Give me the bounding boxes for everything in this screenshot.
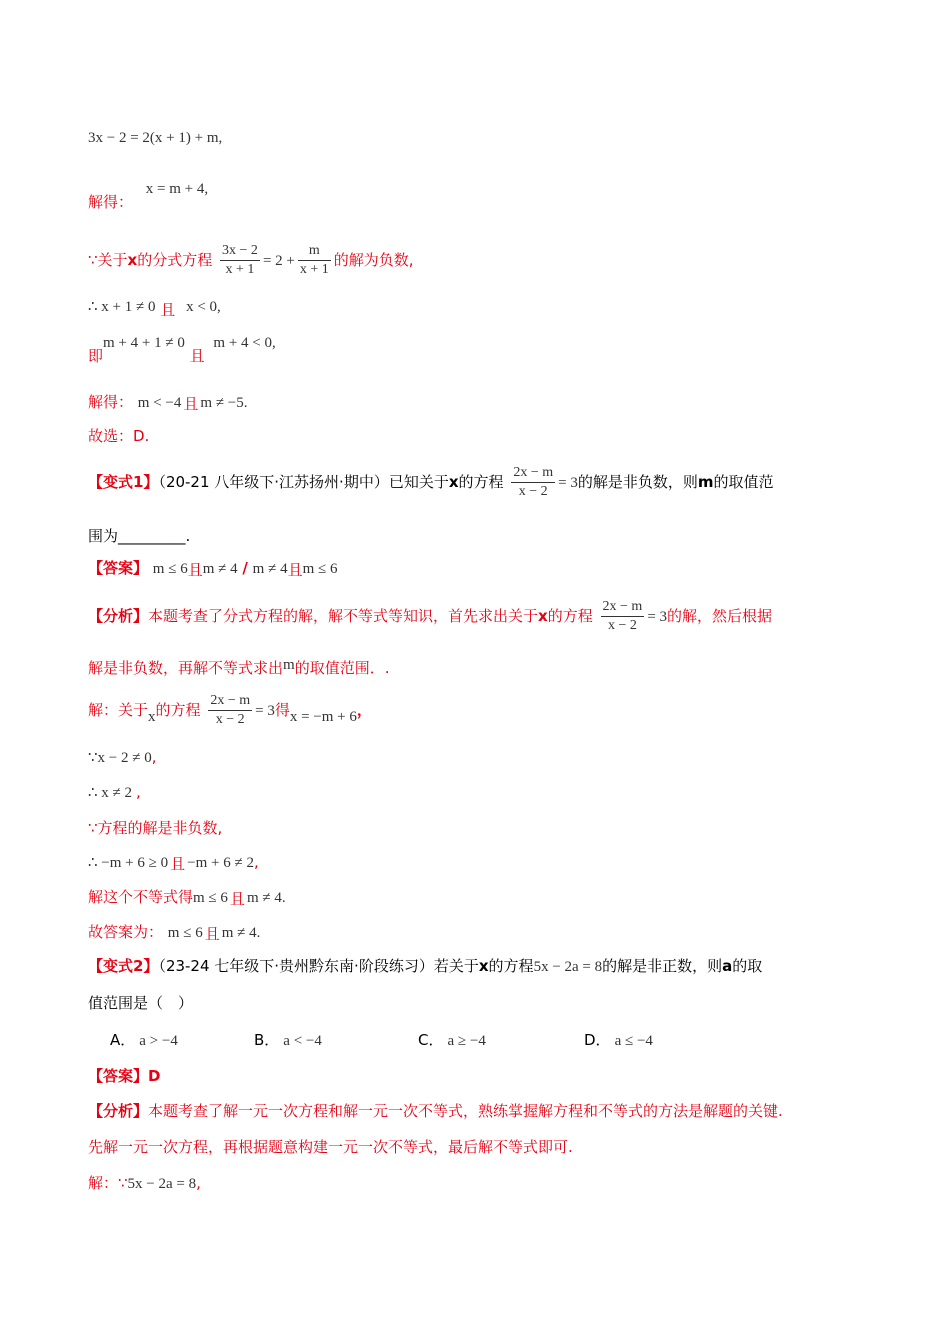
step-label: 解这个不等式得: [88, 888, 194, 906]
analysis-tag: 【分析】: [88, 607, 149, 625]
math-var: x: [148, 709, 156, 725]
option-d: [584, 1029, 653, 1050]
option-b: [254, 1029, 322, 1050]
fraction: [220, 242, 260, 279]
numerator: 2x − m: [511, 464, 555, 483]
denominator: x − 2: [518, 484, 548, 499]
equation-line: [88, 128, 222, 148]
variant1-analysis-line2: [88, 658, 389, 679]
ie-label: 即: [88, 347, 104, 365]
math-expr: m ≤ 6: [302, 561, 338, 577]
fraction: [298, 242, 331, 279]
and-word: 且: [183, 395, 199, 413]
answer-blank: _________: [118, 527, 186, 545]
step-line: [88, 782, 141, 803]
punct: ，: [356, 701, 372, 719]
math-expr: m ≠ 4: [252, 561, 288, 577]
q-text: 的解是非正数，则: [602, 957, 723, 975]
solved-line: [88, 392, 248, 413]
denominator: x + 1: [225, 262, 255, 277]
option-label: D．: [584, 1031, 611, 1049]
punct: ,: [136, 783, 141, 801]
solve-line: [88, 178, 209, 211]
variant-tag: 【变式1】: [88, 473, 159, 491]
analysis-text: 解是非负数，再解不等式求出: [88, 659, 284, 677]
variant2-analysis-line2: 先解一元一次方程，再根据题意构建一元一次不等式，最后解不等式即可.: [88, 1138, 573, 1156]
numerator: 2x − m: [601, 598, 645, 617]
variant1-question-line2: [88, 526, 190, 546]
math-expr: m ≤ 6: [193, 890, 228, 906]
fraction: [208, 692, 252, 729]
numerator: 3x − 2: [220, 242, 260, 261]
math-expr: x < 0,: [186, 299, 221, 315]
math-expr: −m + 6 ≠ 2: [187, 855, 254, 871]
analysis-text: 的方程: [547, 607, 593, 625]
q-text: 的方程: [458, 473, 504, 491]
and-word: 且: [189, 347, 205, 365]
ie-line: [88, 332, 276, 365]
q-text: 的取值范: [713, 473, 774, 491]
variant2-analysis: [88, 1101, 783, 1121]
denominator: x + 1: [299, 262, 329, 277]
q-var: x: [478, 957, 489, 975]
analysis-var: x: [538, 607, 548, 625]
variant1-answer: [88, 558, 338, 579]
q-text: 若关于: [433, 957, 479, 975]
option-label: C．: [418, 1031, 444, 1049]
q-var: a: [722, 957, 733, 975]
analysis-text: 的解，然后根据: [667, 607, 773, 625]
option-value: a > −4: [139, 1033, 178, 1049]
math-expr: m + 4 + 1 ≠ 0: [103, 335, 185, 351]
answer-tag: 【答案】: [88, 559, 149, 577]
cond-eq: = 2 +: [262, 253, 295, 269]
choice-line: 故选：D.: [88, 427, 150, 445]
solution-label: 解：∵: [88, 1174, 128, 1192]
punct: ,: [253, 853, 259, 871]
step-line: [88, 922, 260, 943]
option-label: A．: [110, 1031, 136, 1049]
math-expr: m ≠ 4: [246, 890, 282, 906]
step-line: [88, 747, 157, 768]
option-value: a ≥ −4: [447, 1033, 486, 1049]
step-label: 故答案为：: [88, 923, 164, 941]
q-var: x: [448, 473, 459, 491]
option-value: a ≤ −4: [614, 1033, 653, 1049]
solved-label: 解得：: [88, 393, 134, 411]
analysis-text: 本题考查了解一元一次方程和解一元一次不等式，熟练掌握解方程和不等式的方法是解题的关键.: [148, 1102, 783, 1120]
math-expr: ∴ x ≠ 2: [88, 785, 133, 801]
punct: ,: [196, 1174, 201, 1192]
variant-tag: 【变式2】: [88, 957, 159, 975]
solution-label: 解：关于: [88, 701, 149, 719]
analysis-tag: 【分析】: [88, 1102, 149, 1120]
punct: .: [256, 925, 261, 941]
q-text: 已知关于: [388, 473, 449, 491]
math-expr: ∴ x + 1 ≠ 0: [88, 299, 156, 315]
and-word: 且: [204, 925, 220, 943]
variant-source: （23-24 七年级下·贵州黔东南·阶段练习）: [158, 957, 434, 975]
punct: .: [281, 890, 286, 906]
analysis-text: 的取值范围．.: [294, 659, 390, 677]
variant2-solution: [88, 1173, 201, 1194]
condition-line: [88, 240, 414, 281]
q-text: .: [185, 527, 191, 545]
punct: ,: [151, 748, 157, 766]
and-word: 且: [229, 890, 245, 908]
q-var: m: [697, 473, 714, 491]
equation: 3x − 2 = 2(x + 1) + m,: [88, 130, 223, 146]
variant1-question: [88, 462, 774, 503]
variant2-question: [88, 956, 762, 977]
cond-var: x: [127, 251, 138, 269]
and-word: 且: [287, 561, 303, 579]
variant2-answer: 【答案】D: [88, 1067, 161, 1085]
numerator: 2x − m: [208, 692, 252, 711]
step-line: [88, 887, 286, 908]
q-eq: 5x − 2a = 8: [533, 959, 603, 975]
cond-suffix: 的解为负数,: [333, 251, 414, 269]
math-var: m: [283, 657, 295, 673]
separator: /: [242, 559, 248, 577]
option-label: B．: [254, 1031, 280, 1049]
math-expr: ∴ −m + 6 ≥ 0: [88, 855, 169, 871]
variant-source: （20-21 八年级下·江苏扬州·期中）: [158, 473, 389, 491]
fraction: [601, 598, 645, 635]
option-a: [110, 1029, 178, 1050]
option-c: [418, 1029, 486, 1050]
solution-text: 的方程: [155, 701, 201, 719]
numerator: m: [298, 242, 331, 261]
math-expr: x = −m + 6: [289, 709, 357, 725]
analysis-text: 本题考查了分式方程的解，解不等式等知识，首先求出关于: [148, 607, 539, 625]
denominator: x − 2: [607, 618, 637, 633]
step-line: [88, 852, 259, 873]
q-text: 的取: [732, 957, 763, 975]
math-expr: ∵x − 2 ≠ 0: [88, 750, 152, 766]
math-expr: = 3: [255, 703, 275, 719]
math-expr: m ≠ −5.: [200, 395, 248, 411]
math-expr: 5x − 2a = 8: [127, 1176, 197, 1192]
variant1-solution: [88, 690, 372, 731]
option-value: a < −4: [283, 1033, 322, 1049]
q-eq: = 3: [558, 475, 578, 491]
cond-mid: 的分式方程: [137, 251, 213, 269]
solve-label: 解得：: [88, 193, 134, 211]
variant1-analysis: [88, 596, 772, 637]
and-word: 且: [187, 561, 203, 579]
and-word: 且: [160, 301, 176, 319]
and-word: 且: [170, 855, 186, 873]
math-expr: m ≤ 6: [152, 561, 188, 577]
math-expr: = 3: [647, 609, 668, 625]
q-text: 围为: [88, 527, 119, 545]
math-expr: m ≠ 4: [221, 925, 257, 941]
math-expr: m ≤ 6: [167, 925, 203, 941]
q-text: 的方程: [488, 957, 534, 975]
q-text: 的解是非负数，则: [577, 473, 698, 491]
cond-prefix: ∵关于: [88, 251, 128, 269]
therefore-line: [88, 296, 221, 317]
math-expr: m ≠ 4: [202, 561, 238, 577]
math-expr: m + 4 < 0,: [213, 335, 276, 351]
solution-text: 得: [274, 701, 290, 719]
fraction: [511, 464, 555, 501]
math-expr: m < −4: [137, 395, 182, 411]
variant2-question-line2: 值范围是（ ）: [88, 994, 194, 1012]
step-line: ∵方程的解是非负数,: [88, 819, 223, 837]
denominator: x − 2: [215, 712, 245, 727]
solve-result: x = m + 4,: [145, 181, 209, 197]
